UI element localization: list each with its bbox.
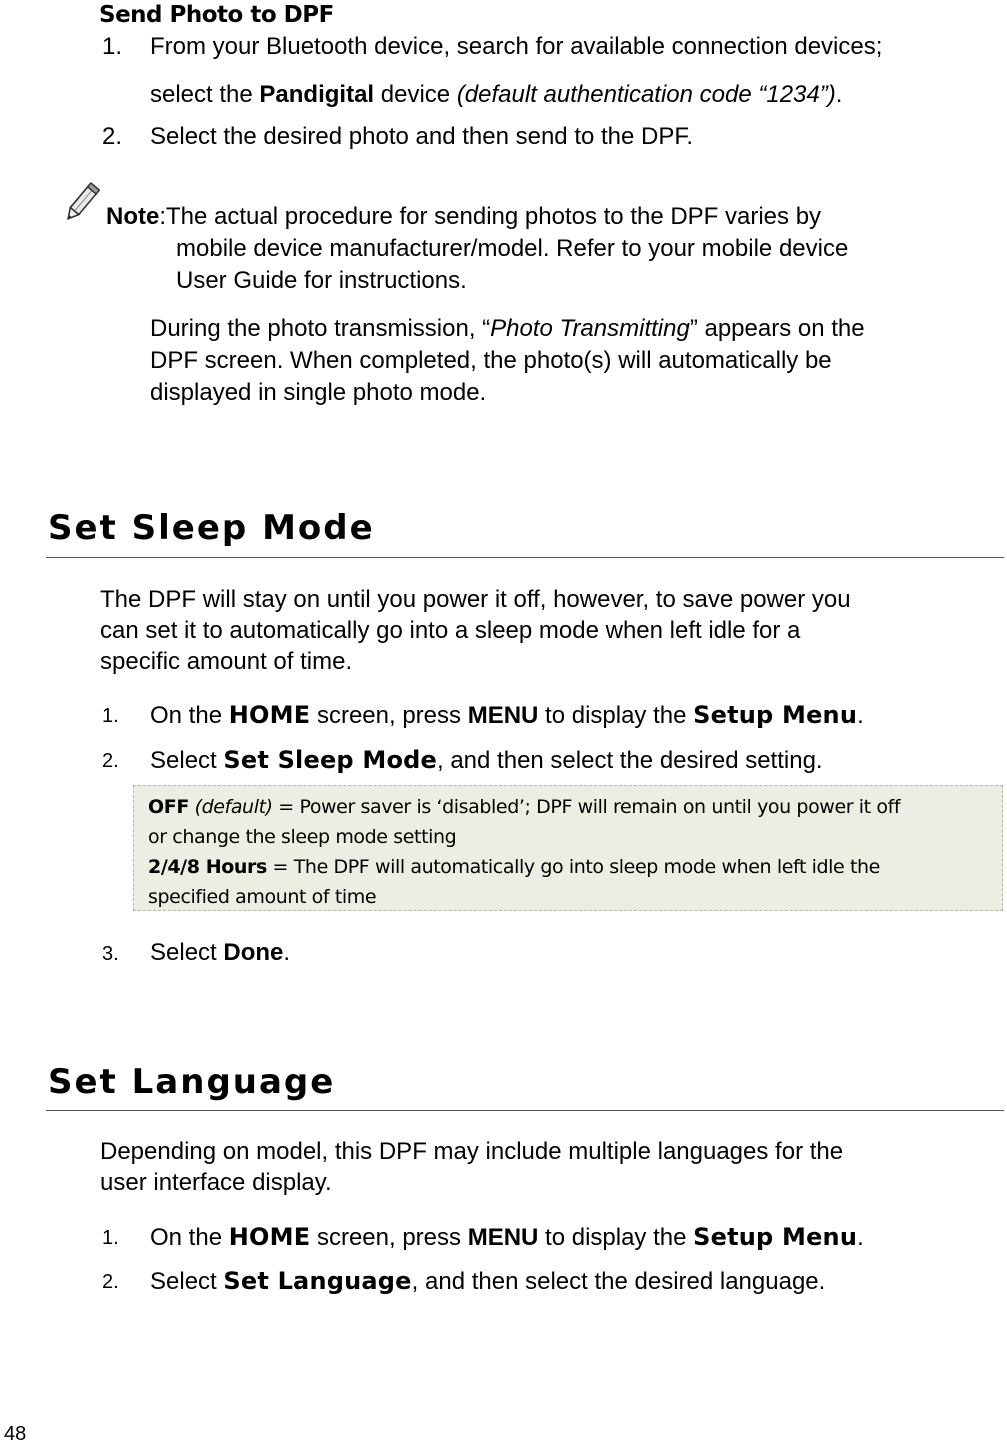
sleep-step-2 xyxy=(150,744,823,777)
hours-option-line-2: specified amount of time xyxy=(148,886,377,908)
set-sleep-mode-keyword: Set Sleep Mode xyxy=(223,746,437,774)
sleep-intro-line-3: specific amount of time. xyxy=(100,648,353,675)
step-text-continued xyxy=(150,79,842,111)
note-line-3: User Guide for instructions. xyxy=(176,267,467,294)
language-intro-line-2: user interface display. xyxy=(100,1169,332,1196)
setup-menu-keyword: Setup Menu xyxy=(693,701,858,729)
step-number: 1. xyxy=(102,33,123,60)
setup-menu-keyword: Setup Menu xyxy=(693,1223,858,1251)
note-text: The actual procedure for sending photos to the DPF varies by xyxy=(166,203,822,230)
language-step-1 xyxy=(150,1221,864,1254)
section-divider xyxy=(46,1110,1004,1111)
transmission-line-3: displayed in single photo mode. xyxy=(150,379,487,406)
text-run: Select xyxy=(150,747,224,774)
sleep-intro-line-1: The DPF will stay on until you power it off, however, to save power you xyxy=(100,586,851,613)
auth-code: (default authentication code “1234”) xyxy=(456,81,836,108)
text-run: On the xyxy=(150,1224,229,1251)
hours-label: 2/4/8 Hours xyxy=(148,856,267,878)
step-number: 1. xyxy=(102,705,119,727)
menu-keyword: MENU xyxy=(467,1224,539,1251)
done-keyword: Done xyxy=(223,939,284,966)
language-step-2 xyxy=(150,1265,825,1298)
page-number: 48 xyxy=(4,1423,27,1445)
step-number: 2. xyxy=(102,123,123,150)
note-line-1 xyxy=(106,201,821,233)
text-run: screen, press xyxy=(310,1224,468,1251)
hours-option-line-1 xyxy=(148,852,988,882)
off-label: OFF xyxy=(148,796,189,818)
text-run: device xyxy=(374,81,457,108)
text-run: = The DPF will automatically go into sleep mode when left idle the xyxy=(266,856,880,878)
text-run: . xyxy=(857,702,864,729)
send-photo-heading: Send Photo to DPF xyxy=(99,2,334,28)
text-run: : xyxy=(159,203,167,230)
home-keyword: HOME xyxy=(228,1223,311,1251)
text-run: , and then select the desired language. xyxy=(411,1268,826,1295)
sleep-options-box xyxy=(133,785,1003,911)
text-run: During the photo transmission, “ xyxy=(150,315,491,342)
text-run: = Power saver is ‘disabled’; DPF will remain on until you power it off xyxy=(272,796,901,818)
text-run: to display the xyxy=(538,1224,694,1251)
text-run: . xyxy=(283,939,291,966)
transmission-line-1 xyxy=(150,313,865,345)
text-run: to display the xyxy=(538,702,694,729)
step-number: 2. xyxy=(102,1271,119,1293)
language-heading: Set Language xyxy=(48,1062,336,1102)
home-keyword: HOME xyxy=(228,701,311,729)
text-run: ” appears on the xyxy=(689,315,865,342)
text-run: , and then select the desired setting. xyxy=(437,747,823,774)
photo-transmitting-text: Photo Transmitting xyxy=(490,315,690,342)
sleep-mode-heading: Set Sleep Mode xyxy=(48,508,375,548)
step-number: 1. xyxy=(102,1227,119,1249)
text-run: select the xyxy=(150,81,260,108)
menu-keyword: MENU xyxy=(467,702,539,729)
section-divider xyxy=(46,557,1004,558)
device-name: Pandigital xyxy=(259,81,375,108)
off-option-line-1 xyxy=(148,792,988,822)
step-text: Select the desired photo and then send to the DPF. xyxy=(150,123,694,150)
text-run: screen, press xyxy=(310,702,468,729)
note-label: Note xyxy=(106,203,160,230)
default-tag: (default) xyxy=(194,796,273,818)
language-intro-line-1: Depending on model, this DPF may include multiple languages for the xyxy=(100,1138,844,1165)
text-run: Select xyxy=(150,1268,224,1295)
off-option-line-2: or change the sleep mode setting xyxy=(148,826,457,848)
text-run: . xyxy=(835,81,843,108)
set-language-keyword: Set Language xyxy=(223,1267,412,1295)
text-run: Select xyxy=(150,939,224,966)
pencil-icon xyxy=(62,180,102,226)
sleep-step-3 xyxy=(150,937,290,969)
step-number: 3. xyxy=(102,943,119,965)
note-line-2: mobile device manufacturer/model. Refer to your mobile device xyxy=(176,235,849,262)
transmission-line-2: DPF screen. When completed, the photo(s) will automatically be xyxy=(150,347,832,374)
step-text: From your Bluetooth device, search for available connection devices; xyxy=(150,33,883,60)
text-run: On the xyxy=(150,702,229,729)
step-number: 2. xyxy=(102,750,119,772)
sleep-intro-line-2: can set it to automatically go into a sleep mode when left idle for a xyxy=(100,617,801,644)
text-run: . xyxy=(857,1224,864,1251)
sleep-step-1 xyxy=(150,699,864,732)
